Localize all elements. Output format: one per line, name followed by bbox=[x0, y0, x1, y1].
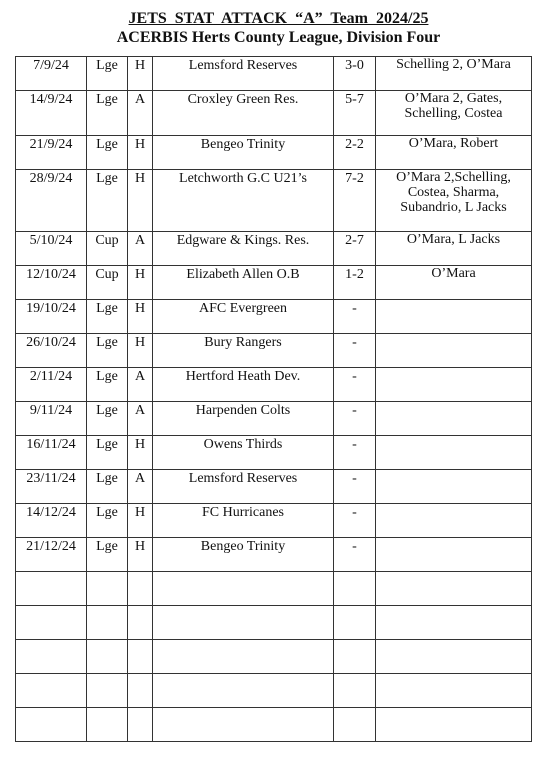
fixture-competition: Lge bbox=[87, 402, 128, 436]
fixture-venue: H bbox=[128, 538, 153, 572]
fixture-score: - bbox=[334, 368, 376, 402]
table-row bbox=[16, 300, 532, 334]
table-row bbox=[16, 640, 532, 674]
table-row bbox=[16, 606, 532, 640]
fixture-competition: Cup bbox=[87, 266, 128, 300]
fixture-date: 14/9/24 bbox=[16, 91, 87, 136]
fixture-scorers: O’Mara, Robert bbox=[376, 136, 532, 170]
fixture-venue: H bbox=[128, 300, 153, 334]
fixture-date: 26/10/24 bbox=[16, 334, 87, 368]
fixture-opponent: Hertford Heath Dev. bbox=[153, 368, 334, 402]
fixtures-body bbox=[16, 57, 532, 742]
table-row bbox=[16, 232, 532, 266]
table-row bbox=[16, 504, 532, 538]
fixture-opponent: Bengeo Trinity bbox=[153, 136, 334, 170]
fixture-venue: A bbox=[128, 368, 153, 402]
fixture-score bbox=[334, 674, 376, 708]
fixture-opponent: Bury Rangers bbox=[153, 334, 334, 368]
fixture-venue: H bbox=[128, 57, 153, 91]
fixture-competition bbox=[87, 674, 128, 708]
fixture-date: 12/10/24 bbox=[16, 266, 87, 300]
fixtures-table bbox=[15, 56, 532, 742]
fixture-score: 1-2 bbox=[334, 266, 376, 300]
fixture-scorers bbox=[376, 538, 532, 572]
fixture-scorers bbox=[376, 402, 532, 436]
fixture-venue bbox=[128, 606, 153, 640]
fixture-date: 9/11/24 bbox=[16, 402, 87, 436]
fixture-opponent: Owens Thirds bbox=[153, 436, 334, 470]
table-row bbox=[16, 368, 532, 402]
table-row bbox=[16, 470, 532, 504]
fixture-score bbox=[334, 606, 376, 640]
fixture-venue bbox=[128, 640, 153, 674]
fixture-score: - bbox=[334, 402, 376, 436]
table-row bbox=[16, 402, 532, 436]
table-row bbox=[16, 572, 532, 606]
fixture-score bbox=[334, 640, 376, 674]
fixture-opponent bbox=[153, 674, 334, 708]
fixture-venue: H bbox=[128, 436, 153, 470]
fixture-competition: Lge bbox=[87, 300, 128, 334]
fixture-competition: Lge bbox=[87, 334, 128, 368]
fixture-venue: A bbox=[128, 91, 153, 136]
fixture-competition: Lge bbox=[87, 91, 128, 136]
fixture-venue bbox=[128, 708, 153, 742]
table-row bbox=[16, 170, 532, 232]
fixture-opponent: Lemsford Reserves bbox=[153, 470, 334, 504]
fixture-competition: Lge bbox=[87, 470, 128, 504]
fixture-score: 2-2 bbox=[334, 136, 376, 170]
fixture-score: - bbox=[334, 538, 376, 572]
fixture-competition: Cup bbox=[87, 232, 128, 266]
fixture-venue: H bbox=[128, 170, 153, 232]
fixture-date: 21/12/24 bbox=[16, 538, 87, 572]
fixture-date: 7/9/24 bbox=[16, 57, 87, 91]
fixture-date bbox=[16, 708, 87, 742]
fixture-date bbox=[16, 606, 87, 640]
fixture-opponent bbox=[153, 640, 334, 674]
fixture-scorers bbox=[376, 640, 532, 674]
fixture-scorers bbox=[376, 708, 532, 742]
table-row bbox=[16, 57, 532, 91]
fixture-opponent bbox=[153, 708, 334, 742]
fixture-scorers: O’Mara, L Jacks bbox=[376, 232, 532, 266]
page-subtitle: ACERBIS Herts County League, Division Four bbox=[116, 29, 441, 46]
fixture-competition: Lge bbox=[87, 368, 128, 402]
fixture-competition bbox=[87, 606, 128, 640]
fixture-scorers bbox=[376, 572, 532, 606]
fixture-score: 7-2 bbox=[334, 170, 376, 232]
fixture-date: 2/11/24 bbox=[16, 368, 87, 402]
table-row bbox=[16, 708, 532, 742]
fixture-score: - bbox=[334, 470, 376, 504]
fixture-venue: A bbox=[128, 470, 153, 504]
fixture-date: 14/12/24 bbox=[16, 504, 87, 538]
fixture-venue bbox=[128, 572, 153, 606]
fixture-scorers bbox=[376, 674, 532, 708]
fixture-score: 3-0 bbox=[334, 57, 376, 91]
table-row bbox=[16, 436, 532, 470]
fixture-date: 5/10/24 bbox=[16, 232, 87, 266]
table-row bbox=[16, 91, 532, 136]
fixture-date: 23/11/24 bbox=[16, 470, 87, 504]
table-row bbox=[16, 538, 532, 572]
fixture-opponent: Lemsford Reserves bbox=[153, 57, 334, 91]
fixture-scorers bbox=[376, 504, 532, 538]
fixture-scorers: O’Mara 2, Gates, Schelling, Costea bbox=[376, 91, 532, 136]
fixture-competition: Lge bbox=[87, 504, 128, 538]
fixture-venue: A bbox=[128, 232, 153, 266]
fixture-competition bbox=[87, 640, 128, 674]
fixture-opponent: Letchworth G.C U21’s bbox=[153, 170, 334, 232]
fixture-score: 2-7 bbox=[334, 232, 376, 266]
fixture-venue: H bbox=[128, 334, 153, 368]
fixture-competition: Lge bbox=[87, 436, 128, 470]
fixture-date: 28/9/24 bbox=[16, 170, 87, 232]
fixture-date bbox=[16, 572, 87, 606]
fixture-scorers bbox=[376, 436, 532, 470]
fixture-venue: H bbox=[128, 266, 153, 300]
page-header bbox=[0, 9, 557, 47]
fixture-score bbox=[334, 708, 376, 742]
fixture-opponent: AFC Evergreen bbox=[153, 300, 334, 334]
fixture-competition bbox=[87, 708, 128, 742]
fixture-scorers: Schelling 2, O’Mara bbox=[376, 57, 532, 91]
fixture-competition bbox=[87, 572, 128, 606]
fixture-competition: Lge bbox=[87, 538, 128, 572]
fixture-scorers bbox=[376, 334, 532, 368]
fixture-scorers bbox=[376, 300, 532, 334]
page-title: JETS STAT ATTACK “A” Team 2024/25 bbox=[128, 10, 429, 27]
fixture-scorers bbox=[376, 368, 532, 402]
fixture-competition: Lge bbox=[87, 136, 128, 170]
fixture-score bbox=[334, 572, 376, 606]
fixture-scorers: O’Mara 2,Schelling, Costea, Sharma, Subandrio, L Jacks bbox=[376, 170, 532, 232]
fixture-opponent: Bengeo Trinity bbox=[153, 538, 334, 572]
fixture-venue: H bbox=[128, 136, 153, 170]
fixture-date bbox=[16, 674, 87, 708]
fixture-date: 16/11/24 bbox=[16, 436, 87, 470]
fixture-score: - bbox=[334, 504, 376, 538]
fixture-venue: H bbox=[128, 504, 153, 538]
fixture-opponent: Harpenden Colts bbox=[153, 402, 334, 436]
fixture-competition: Lge bbox=[87, 170, 128, 232]
fixture-opponent: Elizabeth Allen O.B bbox=[153, 266, 334, 300]
fixture-date: 19/10/24 bbox=[16, 300, 87, 334]
fixture-competition: Lge bbox=[87, 57, 128, 91]
fixture-score: - bbox=[334, 436, 376, 470]
fixture-date: 21/9/24 bbox=[16, 136, 87, 170]
fixture-opponent: FC Hurricanes bbox=[153, 504, 334, 538]
fixture-scorers bbox=[376, 606, 532, 640]
fixture-scorers: O’Mara bbox=[376, 266, 532, 300]
fixture-score: - bbox=[334, 334, 376, 368]
fixture-score: - bbox=[334, 300, 376, 334]
fixture-opponent: Edgware & Kings. Res. bbox=[153, 232, 334, 266]
table-row bbox=[16, 136, 532, 170]
fixture-venue bbox=[128, 674, 153, 708]
table-row bbox=[16, 266, 532, 300]
fixture-venue: A bbox=[128, 402, 153, 436]
fixture-score: 5-7 bbox=[334, 91, 376, 136]
fixture-opponent: Croxley Green Res. bbox=[153, 91, 334, 136]
table-row bbox=[16, 334, 532, 368]
fixture-opponent bbox=[153, 572, 334, 606]
fixture-date bbox=[16, 640, 87, 674]
fixture-opponent bbox=[153, 606, 334, 640]
table-row bbox=[16, 674, 532, 708]
fixture-scorers bbox=[376, 470, 532, 504]
